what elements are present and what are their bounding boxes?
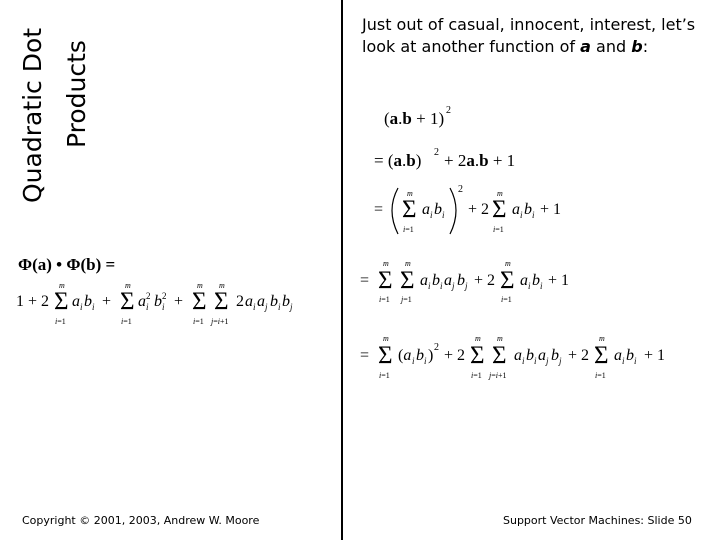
step4-svg [356,256,596,308]
svg-text:2: 2 [458,184,463,195]
svg-text:i: i [622,356,625,366]
svg-text:b: b [416,347,424,364]
svg-text:j: j [465,281,468,291]
svg-text:2: 2 [146,291,151,301]
step4-formula [356,256,596,308]
svg-text:i=1: i=1 [379,371,390,380]
svg-text:2: 2 [446,105,451,116]
svg-text:i: i [412,356,415,366]
svg-text:+: + [102,293,112,310]
svg-text:i: i [430,210,433,220]
svg-text:j: j [290,302,293,312]
footer-copyright: Copyright © 2001, 2003, Andrew W. Moore [22,514,260,527]
step1-formula [380,100,490,134]
svg-text:i: i [428,281,431,291]
svg-text:i: i [528,281,531,291]
svg-text:m: m [475,334,481,343]
svg-text:2: 2 [162,291,167,301]
svg-text:m: m [219,281,225,290]
svg-text:b: b [532,272,540,289]
intro-text [362,14,707,58]
svg-text:): ) [428,347,434,364]
slide-title-line1: Quadratic Dot [18,27,47,203]
svg-text:Σ: Σ [192,288,207,315]
svg-text:+ 1: + 1 [540,201,562,218]
svg-text:i=1: i=1 [403,225,414,234]
svg-text:b: b [434,201,442,218]
svg-text:i: i [634,356,637,366]
svg-text:Σ: Σ [402,196,417,223]
svg-text:+ 2a.b + 1: + 2a.b + 1 [444,151,516,170]
svg-text:Σ: Σ [378,342,393,369]
svg-text:Σ: Σ [120,288,135,315]
svg-text:a: a [420,272,428,289]
svg-text:+: + [174,293,184,310]
step5-formula [356,330,696,384]
svg-text:=: = [360,347,370,364]
intro-text-part1: Just out of casual, innocent, interest, let’s look at another function of [362,15,696,56]
svg-text:j: j [265,302,268,312]
step1-svg [380,100,490,134]
svg-text:a: a [257,293,265,310]
svg-text:i: i [540,281,543,291]
svg-text:i: i [534,356,537,366]
svg-text:a: a [444,272,452,289]
step3-formula [370,182,580,240]
svg-text:(a: (a [398,347,412,364]
svg-text:=: = [374,201,384,218]
svg-text:a: a [512,201,520,218]
svg-text:j=i+1: j=i+1 [489,371,507,380]
svg-text:+ 2: + 2 [474,272,496,289]
intro-text-end: : [642,37,649,56]
svg-text:2: 2 [434,342,439,353]
svg-text:i=1: i=1 [121,317,132,326]
svg-text:a: a [422,201,430,218]
svg-text:i: i [278,302,281,312]
svg-text:m: m [497,189,503,198]
svg-text:i: i [442,210,445,220]
svg-text:Φ(a) • Φ(b) =: Φ(a) • Φ(b) = [18,255,116,274]
svg-text:a: a [72,293,80,310]
svg-text:+ 2: + 2 [468,201,490,218]
svg-text:+ 1: + 1 [548,272,570,289]
svg-text:m: m [59,281,65,290]
svg-text:b: b [154,293,162,310]
svg-text:Σ: Σ [492,196,507,223]
phi-header-svg [18,250,158,276]
svg-text:i: i [424,356,427,366]
svg-text:i=1: i=1 [493,225,504,234]
svg-text:a: a [514,347,522,364]
svg-text:i: i [253,302,256,312]
svg-text:i=1: i=1 [379,295,390,304]
step3-svg [370,182,580,240]
svg-text:a: a [538,347,546,364]
svg-text:Σ: Σ [54,288,69,315]
svg-text:m: m [383,334,389,343]
svg-text:i: i [162,302,165,312]
svg-text:i: i [92,302,95,312]
step2-formula [370,144,530,174]
svg-text:Σ: Σ [400,267,415,294]
svg-text:i=1: i=1 [501,295,512,304]
svg-text:i: i [146,302,149,312]
svg-text:m: m [497,334,503,343]
svg-text:= (a.b): = (a.b) [374,151,422,170]
step5-svg [356,330,696,384]
svg-text:m: m [407,189,413,198]
svg-text:Σ: Σ [594,342,609,369]
svg-text:+ 1: + 1 [644,347,666,364]
svg-text:i: i [522,356,525,366]
svg-text:m: m [505,259,511,268]
svg-text:j: j [452,281,455,291]
intro-var-a: a [580,37,591,56]
svg-text:i=1: i=1 [471,371,482,380]
svg-text:b: b [524,201,532,218]
slide-title-line2: Products [62,40,91,148]
svg-text:m: m [383,259,389,268]
svg-text:Σ: Σ [470,342,485,369]
svg-text:a: a [520,272,528,289]
svg-text:b: b [551,347,559,364]
svg-text:Σ: Σ [492,342,507,369]
svg-text:Σ: Σ [500,267,515,294]
svg-text:Σ: Σ [214,288,229,315]
svg-text:a: a [138,293,146,310]
svg-text:b: b [626,347,634,364]
svg-text:i: i [440,281,443,291]
svg-text:(a.b + 1): (a.b + 1) [384,109,445,128]
svg-text:m: m [599,334,605,343]
svg-text:a: a [245,293,253,310]
slide-title [8,0,106,230]
svg-text:m: m [405,259,411,268]
phi-expansion-formula [14,276,340,332]
svg-text:b: b [526,347,534,364]
svg-text:+ 2: + 2 [568,347,590,364]
svg-text:2: 2 [236,293,244,310]
svg-text:i=1: i=1 [55,317,66,326]
svg-text:Σ: Σ [378,267,393,294]
svg-text:=: = [360,272,370,289]
svg-text:m: m [197,281,203,290]
svg-text:1 + 2: 1 + 2 [16,293,50,310]
step2-svg [370,144,530,174]
svg-text:b: b [270,293,278,310]
svg-text:i: i [80,302,83,312]
svg-text:+ 2: + 2 [444,347,466,364]
svg-text:j=1: j=1 [401,295,412,304]
svg-text:j=i+1: j=i+1 [211,317,229,326]
footer-slide-number: Support Vector Machines: Slide 50 [503,514,692,527]
svg-text:j: j [559,356,562,366]
phi-expansion-svg [14,276,340,332]
svg-text:m: m [125,281,131,290]
svg-text:j: j [546,356,549,366]
phi-header-formula [18,250,158,276]
svg-text:i=1: i=1 [193,317,204,326]
intro-text-and: and [590,37,632,56]
svg-text:b: b [282,293,290,310]
svg-text:b: b [457,272,465,289]
svg-text:i=1: i=1 [595,371,606,380]
svg-text:a: a [614,347,622,364]
svg-text:i: i [532,210,535,220]
svg-text:2: 2 [434,147,439,158]
svg-text:i: i [520,210,523,220]
intro-var-b: b [631,37,643,56]
svg-text:b: b [84,293,92,310]
column-divider [341,0,343,540]
svg-text:b: b [432,272,440,289]
